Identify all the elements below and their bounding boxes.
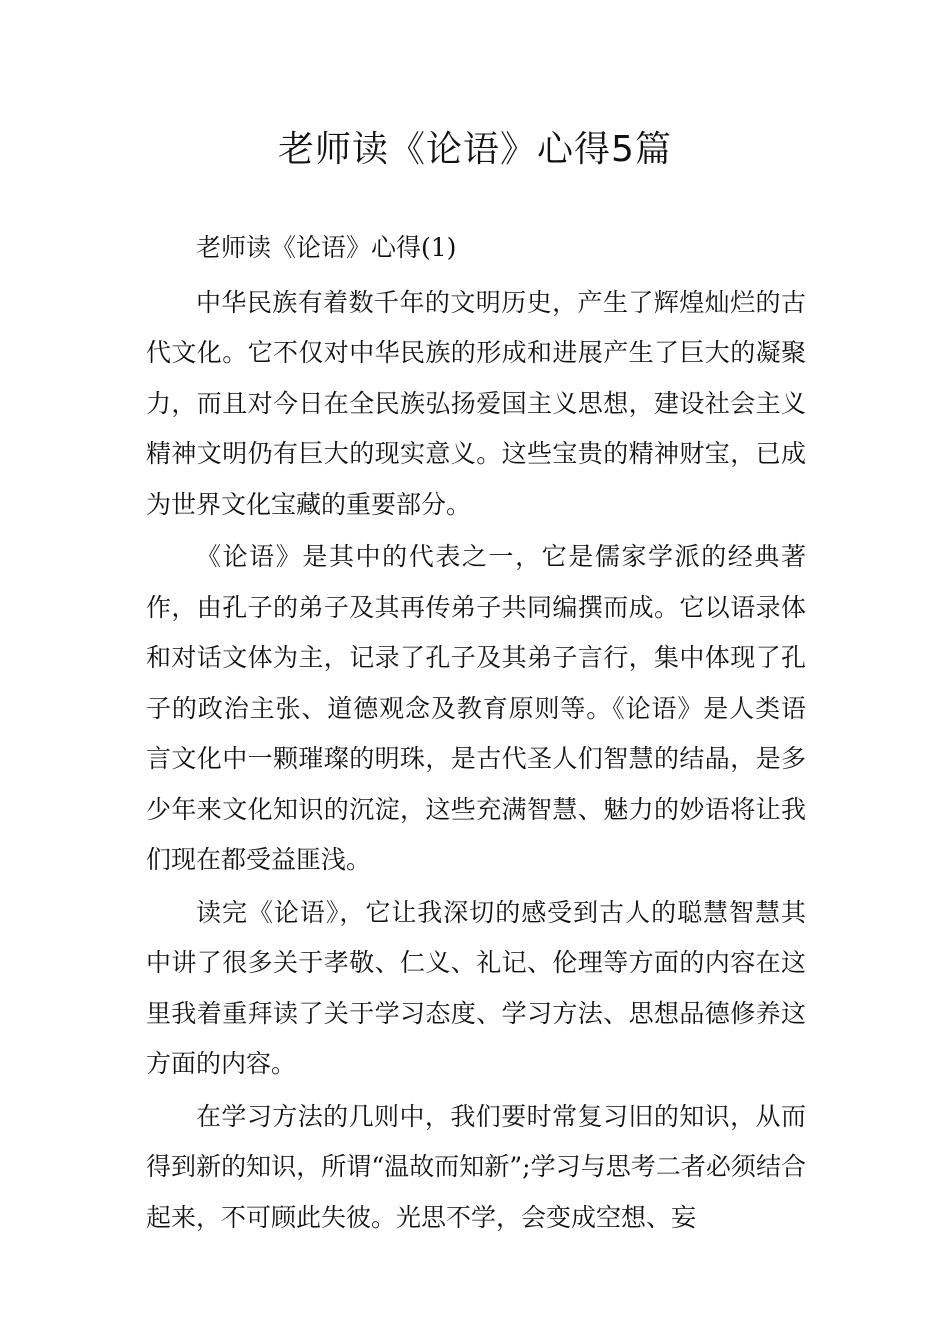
section-heading: 老师读《论语》心得(1) xyxy=(196,233,457,262)
document-body xyxy=(146,220,806,1243)
document-title: 老师读《论语》心得5篇 xyxy=(278,129,672,170)
paragraph-1: 中华民族有着数千年的文明历史，产生了辉煌灿烂的古代文化。它不仅对中华民族的形成和进展产生了巨大的凝聚力，而且对今日在全民族弘扬爱国主义思想，建设社会主义精神文明仍有巨大的现实意义。这些宝贵的精神财宝，已成为世界文化宝藏的重要部分。 xyxy=(146,287,806,519)
paragraph-2: 《论语》是其中的代表之一，它是儒家学派的经典著作，由孔子的弟子及其再传弟子共同编撰而成。它以语录体和对话文体为主，记录了孔子及其弟子言行，集中体现了孔子的政治主张、道德观念及教育原则等。《论语》是人类语言文化中一颗璀璨的明珠，是古代圣人们智慧的结晶，是多少年来文化知识的沉淀，这些充满智慧、魅力的妙语将让我们现在都受益匪浅。 xyxy=(146,542,806,874)
paragraph-4: 在学习方法的几则中，我们要时常复习旧的知识，从而得到新的知识，所谓“温故而知新”;学习与思考二者必须结合起来，不可顾此失彼。光思不学，会变成空想、妄 xyxy=(146,1101,806,1232)
paragraph-3: 读完《论语》，它让我深切的感受到古人的聪慧智慧其中讲了很多关于孝敬、仁义、礼记、伦理等方面的内容在这里我着重拜读了关于学习态度、学习方法、思想品德修养这方面的内容。 xyxy=(146,897,806,1078)
